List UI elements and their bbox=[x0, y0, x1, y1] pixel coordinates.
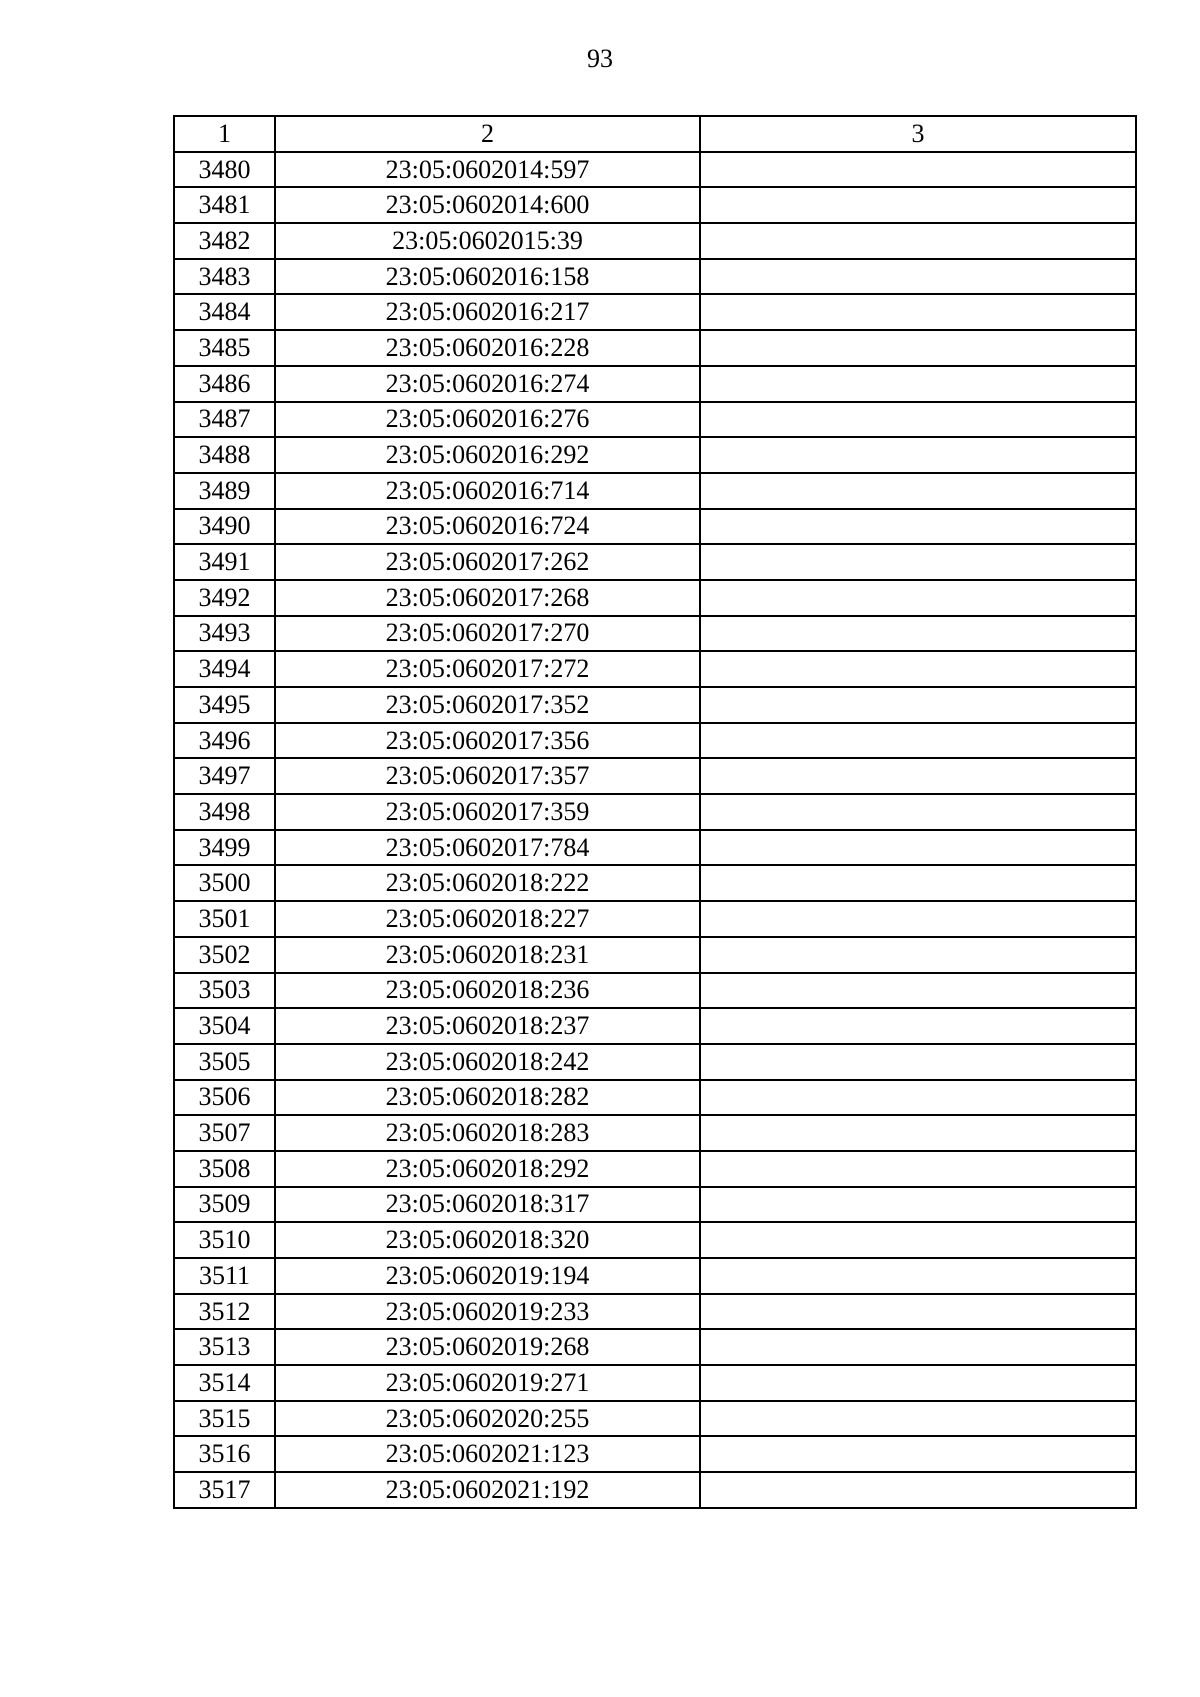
note-cell bbox=[700, 1044, 1136, 1080]
row-number-cell: 3493 bbox=[174, 616, 275, 652]
table-row bbox=[174, 152, 1136, 188]
table-row bbox=[174, 1401, 1136, 1437]
table-row bbox=[174, 1008, 1136, 1044]
row-number-cell: 3491 bbox=[174, 544, 275, 580]
cadastral-number-cell: 23:05:0602016:274 bbox=[275, 366, 700, 402]
note-cell bbox=[700, 330, 1136, 366]
cadastral-number-cell: 23:05:0602016:276 bbox=[275, 402, 700, 438]
note-cell bbox=[700, 973, 1136, 1009]
note-cell bbox=[700, 1008, 1136, 1044]
table-row bbox=[174, 830, 1136, 866]
cadastral-number-cell: 23:05:0602018:236 bbox=[275, 973, 700, 1009]
table-row bbox=[174, 580, 1136, 616]
cadastral-number-cell: 23:05:0602017:272 bbox=[275, 651, 700, 687]
cadastral-number-cell: 23:05:0602015:39 bbox=[275, 223, 700, 259]
row-number-cell: 3488 bbox=[174, 437, 275, 473]
note-cell bbox=[700, 687, 1136, 723]
row-number-cell: 3487 bbox=[174, 402, 275, 438]
row-number-cell: 3515 bbox=[174, 1401, 275, 1437]
note-cell bbox=[700, 937, 1136, 973]
row-number-cell: 3513 bbox=[174, 1329, 275, 1365]
note-cell bbox=[700, 580, 1136, 616]
note-cell bbox=[700, 794, 1136, 830]
table-row bbox=[174, 1044, 1136, 1080]
row-number-cell: 3507 bbox=[174, 1115, 275, 1151]
cadastral-number-cell: 23:05:0602016:158 bbox=[275, 259, 700, 295]
table-row bbox=[174, 1258, 1136, 1294]
note-cell bbox=[700, 865, 1136, 901]
table-row bbox=[174, 187, 1136, 223]
note-cell bbox=[700, 1115, 1136, 1151]
column-header-2: 2 bbox=[275, 116, 700, 152]
row-number-cell: 3483 bbox=[174, 259, 275, 295]
row-number-cell: 3510 bbox=[174, 1222, 275, 1258]
table-header-row bbox=[174, 116, 1136, 152]
cadastral-number-cell: 23:05:0602017:357 bbox=[275, 758, 700, 794]
table-body bbox=[174, 152, 1136, 1508]
cadastral-number-cell: 23:05:0602021:192 bbox=[275, 1472, 700, 1508]
note-cell bbox=[700, 1222, 1136, 1258]
row-number-cell: 3481 bbox=[174, 187, 275, 223]
row-number-cell: 3497 bbox=[174, 758, 275, 794]
table-row bbox=[174, 259, 1136, 295]
cadastral-number-cell: 23:05:0602017:784 bbox=[275, 830, 700, 866]
row-number-cell: 3516 bbox=[174, 1436, 275, 1472]
cadastral-number-cell: 23:05:0602018:292 bbox=[275, 1151, 700, 1187]
note-cell bbox=[700, 901, 1136, 937]
note-cell bbox=[700, 1401, 1136, 1437]
table-row bbox=[174, 616, 1136, 652]
cadastral-number-cell: 23:05:0602016:724 bbox=[275, 509, 700, 545]
cadastral-number-cell: 23:05:0602017:270 bbox=[275, 616, 700, 652]
table-row bbox=[174, 1365, 1136, 1401]
cadastral-number-cell: 23:05:0602018:222 bbox=[275, 865, 700, 901]
cadastral-table bbox=[173, 115, 1137, 1509]
cadastral-number-cell: 23:05:0602018:282 bbox=[275, 1080, 700, 1116]
page-number: 93 bbox=[587, 44, 613, 73]
row-number-cell: 3484 bbox=[174, 294, 275, 330]
table-row bbox=[174, 1222, 1136, 1258]
table-row bbox=[174, 758, 1136, 794]
row-number-cell: 3502 bbox=[174, 937, 275, 973]
note-cell bbox=[700, 1294, 1136, 1330]
row-number-cell: 3504 bbox=[174, 1008, 275, 1044]
note-cell bbox=[700, 509, 1136, 545]
note-cell bbox=[700, 1472, 1136, 1508]
row-number-cell: 3482 bbox=[174, 223, 275, 259]
row-number-cell: 3490 bbox=[174, 509, 275, 545]
cadastral-number-cell: 23:05:0602018:317 bbox=[275, 1187, 700, 1223]
cadastral-number-cell: 23:05:0602014:597 bbox=[275, 152, 700, 188]
table-row bbox=[174, 865, 1136, 901]
cadastral-number-cell: 23:05:0602017:268 bbox=[275, 580, 700, 616]
note-cell bbox=[700, 1187, 1136, 1223]
table-row bbox=[174, 1187, 1136, 1223]
table-row bbox=[174, 366, 1136, 402]
table-row bbox=[174, 651, 1136, 687]
cadastral-number-cell: 23:05:0602019:233 bbox=[275, 1294, 700, 1330]
row-number-cell: 3503 bbox=[174, 973, 275, 1009]
cadastral-number-cell: 23:05:0602018:237 bbox=[275, 1008, 700, 1044]
cadastral-number-cell: 23:05:0602018:242 bbox=[275, 1044, 700, 1080]
row-number-cell: 3511 bbox=[174, 1258, 275, 1294]
note-cell bbox=[700, 294, 1136, 330]
row-number-cell: 3492 bbox=[174, 580, 275, 616]
note-cell bbox=[700, 1080, 1136, 1116]
table-row bbox=[174, 294, 1136, 330]
column-header-1: 1 bbox=[174, 116, 275, 152]
table-row bbox=[174, 402, 1136, 438]
note-cell bbox=[700, 437, 1136, 473]
table-row bbox=[174, 794, 1136, 830]
row-number-cell: 3486 bbox=[174, 366, 275, 402]
row-number-cell: 3480 bbox=[174, 152, 275, 188]
note-cell bbox=[700, 616, 1136, 652]
table-row bbox=[174, 1472, 1136, 1508]
table-row bbox=[174, 1436, 1136, 1472]
cadastral-number-cell: 23:05:0602017:359 bbox=[275, 794, 700, 830]
row-number-cell: 3508 bbox=[174, 1151, 275, 1187]
cadastral-number-cell: 23:05:0602016:228 bbox=[275, 330, 700, 366]
cadastral-number-cell: 23:05:0602018:231 bbox=[275, 937, 700, 973]
note-cell bbox=[700, 223, 1136, 259]
row-number-cell: 3512 bbox=[174, 1294, 275, 1330]
row-number-cell: 3506 bbox=[174, 1080, 275, 1116]
row-number-cell: 3494 bbox=[174, 651, 275, 687]
table-row bbox=[174, 1115, 1136, 1151]
note-cell bbox=[700, 758, 1136, 794]
cadastral-number-cell: 23:05:0602017:356 bbox=[275, 723, 700, 759]
row-number-cell: 3501 bbox=[174, 901, 275, 937]
note-cell bbox=[700, 366, 1136, 402]
cadastral-number-cell: 23:05:0602021:123 bbox=[275, 1436, 700, 1472]
row-number-cell: 3514 bbox=[174, 1365, 275, 1401]
table-row bbox=[174, 973, 1136, 1009]
table-row bbox=[174, 473, 1136, 509]
cadastral-number-cell: 23:05:0602018:283 bbox=[275, 1115, 700, 1151]
table-row bbox=[174, 544, 1136, 580]
table-row bbox=[174, 723, 1136, 759]
note-cell bbox=[700, 1151, 1136, 1187]
cadastral-number-cell: 23:05:0602016:714 bbox=[275, 473, 700, 509]
cadastral-number-cell: 23:05:0602016:292 bbox=[275, 437, 700, 473]
cadastral-number-cell: 23:05:0602017:262 bbox=[275, 544, 700, 580]
note-cell bbox=[700, 830, 1136, 866]
note-cell bbox=[700, 152, 1136, 188]
table-row bbox=[174, 901, 1136, 937]
row-number-cell: 3499 bbox=[174, 830, 275, 866]
note-cell bbox=[700, 1365, 1136, 1401]
cadastral-number-cell: 23:05:0602018:227 bbox=[275, 901, 700, 937]
note-cell bbox=[700, 544, 1136, 580]
note-cell bbox=[700, 1258, 1136, 1294]
row-number-cell: 3485 bbox=[174, 330, 275, 366]
table-row bbox=[174, 1329, 1136, 1365]
row-number-cell: 3500 bbox=[174, 865, 275, 901]
column-header-3: 3 bbox=[700, 116, 1136, 152]
cadastral-number-cell: 23:05:0602019:271 bbox=[275, 1365, 700, 1401]
note-cell bbox=[700, 723, 1136, 759]
row-number-cell: 3495 bbox=[174, 687, 275, 723]
note-cell bbox=[700, 259, 1136, 295]
table-row bbox=[174, 509, 1136, 545]
table-row bbox=[174, 437, 1136, 473]
note-cell bbox=[700, 1329, 1136, 1365]
cadastral-number-cell: 23:05:0602018:320 bbox=[275, 1222, 700, 1258]
table-row bbox=[174, 1151, 1136, 1187]
cadastral-number-cell: 23:05:0602016:217 bbox=[275, 294, 700, 330]
row-number-cell: 3489 bbox=[174, 473, 275, 509]
cadastral-number-cell: 23:05:0602019:194 bbox=[275, 1258, 700, 1294]
note-cell bbox=[700, 187, 1136, 223]
note-cell bbox=[700, 473, 1136, 509]
row-number-cell: 3496 bbox=[174, 723, 275, 759]
cadastral-number-cell: 23:05:0602014:600 bbox=[275, 187, 700, 223]
row-number-cell: 3505 bbox=[174, 1044, 275, 1080]
row-number-cell: 3498 bbox=[174, 794, 275, 830]
table-row bbox=[174, 330, 1136, 366]
row-number-cell: 3517 bbox=[174, 1472, 275, 1508]
cadastral-number-cell: 23:05:0602017:352 bbox=[275, 687, 700, 723]
row-number-cell: 3509 bbox=[174, 1187, 275, 1223]
cadastral-number-cell: 23:05:0602019:268 bbox=[275, 1329, 700, 1365]
note-cell bbox=[700, 651, 1136, 687]
table-row bbox=[174, 937, 1136, 973]
cadastral-number-cell: 23:05:0602020:255 bbox=[275, 1401, 700, 1437]
table-row bbox=[174, 1294, 1136, 1330]
table-row bbox=[174, 1080, 1136, 1116]
note-cell bbox=[700, 402, 1136, 438]
note-cell bbox=[700, 1436, 1136, 1472]
table-row bbox=[174, 223, 1136, 259]
table-row bbox=[174, 687, 1136, 723]
